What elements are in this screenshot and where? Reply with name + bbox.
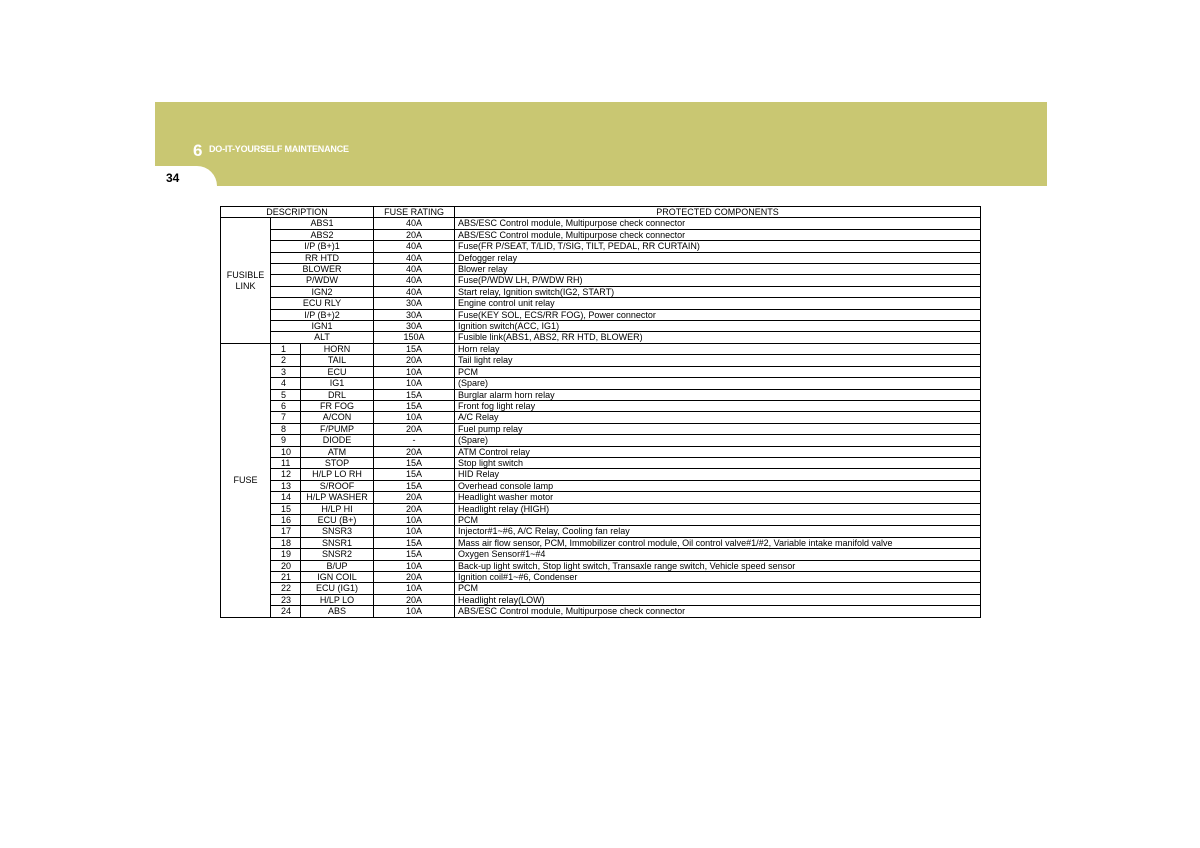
protected-components: Headlight relay (HIGH): [455, 503, 981, 514]
table-row: [221, 309, 981, 320]
protected-components: PCM: [455, 366, 981, 377]
protected-components: (Spare): [455, 435, 981, 446]
protected-components: Front fog light relay: [455, 400, 981, 411]
table-row: [221, 560, 981, 571]
fuse-rating: 15A: [374, 389, 455, 400]
fuse-name: S/ROOF: [301, 480, 374, 491]
page-number: 34: [166, 171, 180, 185]
table-row: [221, 355, 981, 366]
protected-components: Fuse(FR P/SEAT, T/LID, T/SIG, TILT, PEDAL, RR CURTAIN): [455, 241, 981, 252]
protected-components: ABS/ESC Control module, Multipurpose check connector: [455, 229, 981, 240]
table-row: [221, 469, 981, 480]
fuse-rating: 20A: [374, 446, 455, 457]
table-row: [221, 229, 981, 240]
fuse-name: RR HTD: [271, 252, 374, 263]
fuse-rating: 10A: [374, 366, 455, 377]
table-row: [221, 492, 981, 503]
table-row: [221, 400, 981, 411]
fuse-rating: 10A: [374, 514, 455, 525]
fuse-name: IGN COIL: [301, 572, 374, 583]
fuse-number: 23: [271, 594, 301, 605]
table-row: [221, 583, 981, 594]
fuse-rating: 10A: [374, 378, 455, 389]
fuse-rating: 20A: [374, 492, 455, 503]
fuse-rating: 10A: [374, 583, 455, 594]
fuse-name: I/P (B+)2: [271, 309, 374, 320]
table-row: [221, 241, 981, 252]
fuse-number: 1: [271, 343, 301, 354]
fuse-name: BLOWER: [271, 264, 374, 275]
fuse-rating: 40A: [374, 286, 455, 297]
chapter-number: 6: [193, 141, 203, 160]
protected-components: PCM: [455, 583, 981, 594]
column-header-protected-components: PROTECTED COMPONENTS: [455, 207, 981, 218]
fuse-number: 22: [271, 583, 301, 594]
fuse-number: 17: [271, 526, 301, 537]
chapter-title: DO-IT-YOURSELF MAINTENANCE: [209, 144, 349, 154]
fuse-name: I/P (B+)1: [271, 241, 374, 252]
fuse-number: 3: [271, 366, 301, 377]
protected-components: Fuse(KEY SOL, ECS/RR FOG), Power connector: [455, 309, 981, 320]
table-row: [221, 343, 981, 354]
fuse-rating: -: [374, 435, 455, 446]
fuse-rating: 20A: [374, 594, 455, 605]
protected-components: Burglar alarm horn relay: [455, 389, 981, 400]
column-header-description: DESCRIPTION: [221, 207, 374, 218]
protected-components: (Spare): [455, 378, 981, 389]
fuse-name: H/LP HI: [301, 503, 374, 514]
fuse-rating: 15A: [374, 400, 455, 411]
fuse-rating: 10A: [374, 526, 455, 537]
fuse-name: SNSR1: [301, 537, 374, 548]
table-row: [221, 480, 981, 491]
fuse-name: ECU (IG1): [301, 583, 374, 594]
protected-components: Ignition switch(ACC, IG1): [455, 321, 981, 332]
table-row: [221, 412, 981, 423]
group-label-fuse: FUSE: [221, 343, 271, 617]
protected-components: PCM: [455, 514, 981, 525]
protected-components: ABS/ESC Control module, Multipurpose check connector: [455, 606, 981, 617]
fuse-number: 6: [271, 400, 301, 411]
fuse-number: 9: [271, 435, 301, 446]
page-tab-cutout: [155, 166, 217, 188]
fuse-name: A/CON: [301, 412, 374, 423]
fuse-name: FR FOG: [301, 400, 374, 411]
fuse-number: 8: [271, 423, 301, 434]
fuse-number: 4: [271, 378, 301, 389]
table-row: [221, 275, 981, 286]
fuse-number: 21: [271, 572, 301, 583]
fuse-name: TAIL: [301, 355, 374, 366]
fuse-name: IGN1: [271, 321, 374, 332]
fuse-name: F/PUMP: [301, 423, 374, 434]
fuse-rating: 30A: [374, 321, 455, 332]
fuse-name: DRL: [301, 389, 374, 400]
fuse-table-body: [221, 207, 981, 618]
fuse-rating: 10A: [374, 412, 455, 423]
protected-components: Horn relay: [455, 343, 981, 354]
table-row: [221, 572, 981, 583]
fuse-number: 12: [271, 469, 301, 480]
protected-components: Stop light switch: [455, 457, 981, 468]
fuse-rating: 20A: [374, 355, 455, 366]
fuse-number: 15: [271, 503, 301, 514]
fuse-name: H/LP LO: [301, 594, 374, 605]
protected-components: Start relay, Ignition switch(IG2, START): [455, 286, 981, 297]
protected-components: A/C Relay: [455, 412, 981, 423]
fuse-rating: 10A: [374, 560, 455, 571]
table-row: [221, 594, 981, 605]
fuse-number: 2: [271, 355, 301, 366]
table-row: [221, 526, 981, 537]
protected-components: Fusible link(ABS1, ABS2, RR HTD, BLOWER): [455, 332, 981, 343]
fuse-number: 20: [271, 560, 301, 571]
column-header-fuse-rating: FUSE RATING: [374, 207, 455, 218]
fuse-name: ATM: [301, 446, 374, 457]
fuse-rating: 15A: [374, 469, 455, 480]
fuse-rating: 20A: [374, 229, 455, 240]
table-row: [221, 446, 981, 457]
table-row: [221, 286, 981, 297]
fuse-rating: 15A: [374, 457, 455, 468]
fuse-rating: 20A: [374, 423, 455, 434]
fuse-number: 19: [271, 549, 301, 560]
fuse-rating: 15A: [374, 537, 455, 548]
protected-components: ABS/ESC Control module, Multipurpose check connector: [455, 218, 981, 229]
fuse-name: ECU: [301, 366, 374, 377]
fuse-number: 10: [271, 446, 301, 457]
protected-components: Injector#1~#6, A/C Relay, Cooling fan relay: [455, 526, 981, 537]
table-row: [221, 218, 981, 229]
protected-components: Fuse(P/WDW LH, P/WDW RH): [455, 275, 981, 286]
protected-components: Back-up light switch, Stop light switch, Transaxle range switch, Vehicle speed sensor: [455, 560, 981, 571]
protected-components: Headlight washer motor: [455, 492, 981, 503]
fuse-name: H/LP WASHER: [301, 492, 374, 503]
protected-components: Mass air flow sensor, PCM, Immobilizer control module, Oil control valve#1/#2, Variable intake manifold valve: [455, 537, 981, 548]
protected-components: Engine control unit relay: [455, 298, 981, 309]
table-row: [221, 423, 981, 434]
protected-components: Ignition coil#1~#6, Condenser: [455, 572, 981, 583]
protected-components: ATM Control relay: [455, 446, 981, 457]
protected-components: HID Relay: [455, 469, 981, 480]
fuse-name: ABS: [301, 606, 374, 617]
table-row: [221, 298, 981, 309]
fuse-rating: 30A: [374, 298, 455, 309]
table-row: [221, 503, 981, 514]
table-row: [221, 378, 981, 389]
fuse-name: SNSR2: [301, 549, 374, 560]
protected-components: Overhead console lamp: [455, 480, 981, 491]
fuse-number: 16: [271, 514, 301, 525]
group-label-fusible-link: FUSIBLE LINK: [221, 218, 271, 343]
fuse-rating: 40A: [374, 275, 455, 286]
protected-components: Tail light relay: [455, 355, 981, 366]
fuse-number: 13: [271, 480, 301, 491]
table-row: [221, 457, 981, 468]
fuse-number: 7: [271, 412, 301, 423]
fuse-name: IG1: [301, 378, 374, 389]
fuse-name: STOP: [301, 457, 374, 468]
fuse-name: B/UP: [301, 560, 374, 571]
table-row: [221, 435, 981, 446]
fuse-name: ALT: [271, 332, 374, 343]
fuse-rating: 15A: [374, 549, 455, 560]
fuse-name: ABS2: [271, 229, 374, 240]
fuse-rating: 40A: [374, 252, 455, 263]
fuse-number: 14: [271, 492, 301, 503]
fuse-name: DIODE: [301, 435, 374, 446]
table-row: [221, 264, 981, 275]
protected-components: Defogger relay: [455, 252, 981, 263]
table-header-row: [221, 207, 981, 218]
fuse-number: 18: [271, 537, 301, 548]
fuse-rating: 20A: [374, 503, 455, 514]
fuse-name: SNSR3: [301, 526, 374, 537]
fuse-name: P/WDW: [271, 275, 374, 286]
fuse-rating: 40A: [374, 218, 455, 229]
fuse-name: ECU RLY: [271, 298, 374, 309]
protected-components: Fuel pump relay: [455, 423, 981, 434]
fuse-rating: 150A: [374, 332, 455, 343]
table-row: [221, 606, 981, 617]
fuse-rating: 15A: [374, 480, 455, 491]
table-row: [221, 537, 981, 548]
protected-components: Blower relay: [455, 264, 981, 275]
fuse-number: 11: [271, 457, 301, 468]
fuse-rating: 20A: [374, 572, 455, 583]
fuse-name: ABS1: [271, 218, 374, 229]
fuse-name: ECU (B+): [301, 514, 374, 525]
table-row: [221, 252, 981, 263]
fuse-table: [220, 206, 981, 618]
fuse-rating: 40A: [374, 264, 455, 275]
fuse-name: IGN2: [271, 286, 374, 297]
fuse-rating: 15A: [374, 343, 455, 354]
fuse-rating: 10A: [374, 606, 455, 617]
fuse-rating: 40A: [374, 241, 455, 252]
protected-components: Oxygen Sensor#1~#4: [455, 549, 981, 560]
table-row: [221, 549, 981, 560]
table-row: [221, 332, 981, 343]
fuse-name: H/LP LO RH: [301, 469, 374, 480]
fuse-number: 24: [271, 606, 301, 617]
fuse-number: 5: [271, 389, 301, 400]
table-row: [221, 514, 981, 525]
fuse-name: HORN: [301, 343, 374, 354]
table-row: [221, 366, 981, 377]
table-row: [221, 321, 981, 332]
table-row: [221, 389, 981, 400]
protected-components: Headlight relay(LOW): [455, 594, 981, 605]
fuse-rating: 30A: [374, 309, 455, 320]
